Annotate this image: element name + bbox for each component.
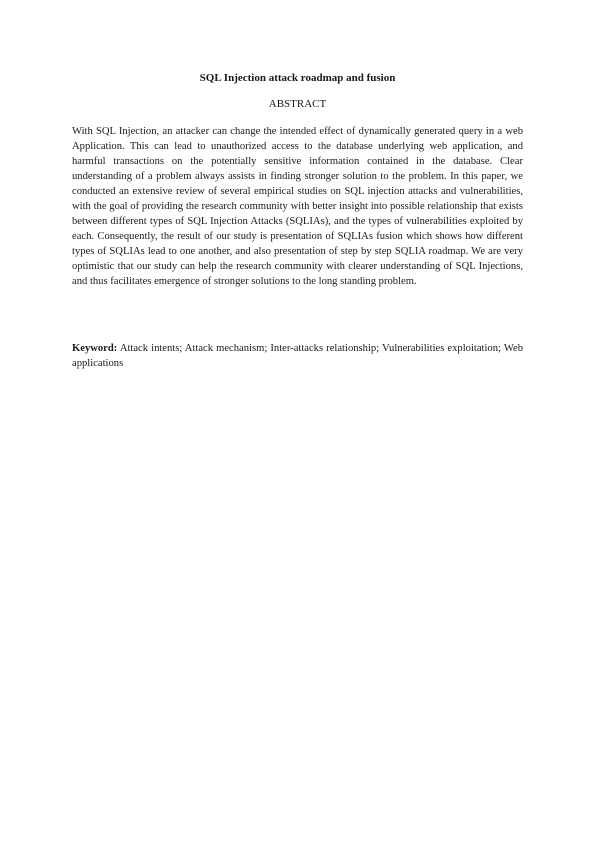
abstract-body: With SQL Injection, an attacker can change the intended effect of dynamically generated query in a web Application. This can lead to unauthorized access to the database underlying web application, and harmful transactions on the potentially sensitive information contained in the database. Clear understanding of a problem always assists in finding stronger solution to the problem. In this paper, we conducted an extensive review of several empirical studies on SQL injection attacks and vulnerabilities, with the goal of providing the research community with better insight into possible relationship that exists between different types of SQL Injection Attacks (SQLIAs), and the types of vulnerabilities exploited by each. Consequently, the result of our study is presentation of SQLIAs fusion which shows how different types of SQLIAs lead to one another, and also presentation of step by step SQLIA roadmap. We are very optimistic that our study can help the research community with clearer understanding of SQL Injections, and thus facilitates emergence of stronger solutions to the long standing problem.	[72, 126, 523, 287]
keywords-list: Attack intents; Attack mechanism; Inter-attacks relationship; Vulnerabilities exploitation; Web applications	[72, 343, 523, 369]
abstract-heading: ABSTRACT	[268, 98, 327, 110]
keywords-paragraph	[72, 341, 523, 371]
paper-title: SQL Injection attack roadmap and fusion	[199, 72, 396, 84]
keywords-label: Keyword:	[72, 343, 118, 354]
